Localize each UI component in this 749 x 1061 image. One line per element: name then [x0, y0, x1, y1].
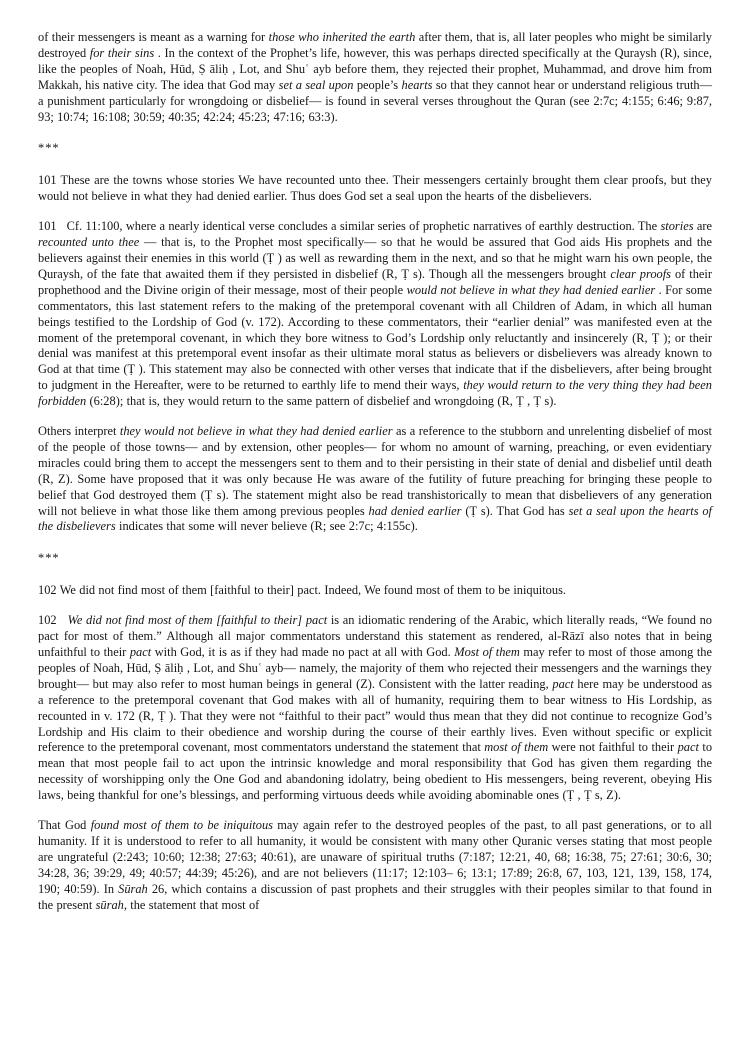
verse-paragraph: [38, 583, 712, 599]
italic-text-run: stories: [660, 219, 694, 234]
text-run: may refer to most of those among the peoples of Noah, Hūd, Ṣ āliḥ , Lot, and Shuʿ ayb— namely, the majority of them who rejected their messengers and the warnings they brought— but may also refer to most human beings in general (Z). Consistent with the latter reading,: [38, 645, 712, 691]
italic-text-run: Sūrah: [118, 881, 148, 896]
text-run: 101 These are the towns whose stories We have recounted unto thee. Their messengers certainly brought them clear proofs, but they would not believe in what they had denied earlier. Thus does God set a seal upon the hearts of the disbelievers.: [38, 173, 712, 204]
text-run: indicates that some will never believe (R; see 2:7c; 4:155c).: [115, 519, 418, 534]
text-run: . In the context of the Prophet’s life, however, this was perhaps directed specifically at the Quraysh (R), since, like the peoples of Noah, Hūd, Ṣ āliḥ , Lot, and Shuʿ ayb before them, they rejected their prophet, Muhammad, and drove him from Makkah, his native city. The idea that God may: [38, 45, 712, 92]
italic-text-run: pact: [552, 676, 574, 691]
commentary-paragraph: [38, 613, 712, 804]
text-run: 102: [38, 613, 68, 628]
commentary-paragraph: [38, 30, 712, 125]
italic-text-run: We did not find most of them [faithful to their] pact: [67, 613, 328, 628]
text-run: Others interpret: [38, 424, 120, 439]
text-run: (6:28); that is, they would return to the same pattern of disbelief and wrongdoing (R, Ṭ , Ṭ s).: [86, 394, 557, 409]
italic-text-run: recounted unto thee: [38, 235, 140, 250]
text-run: is an idiomatic rendering of the Arabic, which literally reads, “We found no pact for most of them.” Although all major commentators understand this statement as rendered, al-Rāzī also notes that in being unfaithful to their: [38, 613, 713, 659]
text-run: . For some commentators, this last statement refers to the making of the pretemporal covenant with all Children of Adam, in which all human beings testified to the Lordship of God (v. 172). According to these commentators, their “earlier denial” was manifested even at the moment of the pretemporal covenant, in which they bore witness to God’s Lordship only reluctantly and insincerely (R, Ṭ ); or their denial was manifest at this pretemporal event insofar as their ultimate moral status as believers or disbelievers was already known to God at that time (Ṭ ). This statement may also be connected with other verses that indicate that if the disbelievers, after being brought to judgment in the Hereafter, were to be returned to earthly life to mend their ways,: [38, 282, 712, 393]
text-run: with God, it is as if they had made no pact at all with God.: [151, 645, 455, 659]
text-run: as a reference to the stubborn and unrelenting disbelief of most of the people of those towns— and by extension, other peoples— for whom no amount of warning, preaching, or even evidentiary miracles could bring them to accept the messengers sent to them and to their persisting in their state of denial and disbelief until death (R, Z). Some have proposed that it was only because He was aware of the futility of future preaching for bringing these people to belief that God destroyed them (Ṭ s). The statement might also be read transhistorically to mean that disbelievers of any generation will not believe in what those like them among previous peoples: [38, 424, 712, 518]
text-run: so that they cannot hear or understand religious truth— a punishment particularly for wrongdoing or disbelief— is found in several verses throughout the Quran (see 2:7c; 4:155; 6:46; 9:87, 93; 10:74; 16:108; 30:59; 40:35; 42:24; 45:23; 47:16; 63:3).: [38, 77, 712, 124]
text-run: to mean that most people fail to act upon the intrinsic knowledge and moral responsibility that God has given them regarding the necessity of worshipping only the One God and abandoning idolatry, being obedient to His messengers, being reverent, obeying His laws, being thankful for one’s blessings, and performing virtuous deeds while avoiding abominable ones (Ṭ , Ṭ s, Z).: [38, 740, 713, 803]
italic-text-run: found most of them to be iniquitous: [90, 818, 273, 833]
commentary-paragraph: [38, 424, 712, 535]
italic-text-run: for their sins: [89, 45, 155, 60]
italic-text-run: pact: [677, 740, 699, 755]
text-run: — that is, to the Prophet most specifically— so that he would be assured that God aids His prophets and the believers against their enemies in this world (Ṭ ) as well as rewarding them in the next, and so that he might warn his own people, the Quraysh, of the fate that awaited them if they persisted in disbelief (R, Ṭ s). Though all the messengers brought: [38, 235, 712, 281]
italic-text-run: sūrah,: [95, 897, 127, 912]
text-run: 102 We did not find most of them [faithful to their] pact. Indeed, We found most of them to be iniquitous.: [38, 583, 566, 598]
commentary-paragraph: [38, 818, 712, 913]
text-run: are: [693, 219, 712, 234]
section-separator: [38, 141, 712, 157]
text-run: here may be understood as a reference to the pretemporal covenant that God makes with all of humanity, requiring them to bear witness to His Lordship, as recounted in v. 172 (R, Ṭ ). That they were not “faithful to their pact” would thus mean that they did not continue to recognize God’s Lordship and His claim to their obedience and worship during the course of their earthly lives. Even without specific or explicit reference to the pretemporal covenant, most commentators understand the statement that: [38, 676, 712, 755]
text-run: the statement that most of: [126, 897, 260, 912]
italic-text-run: set a seal upon: [278, 77, 354, 92]
italic-text-run: had denied earlier: [368, 503, 462, 518]
text-run: of their prophethood and the Divine origin of their message, most of their people: [38, 266, 712, 297]
text-run: may again refer to the destroyed peoples of the past, to all past generations, or to all humanity. If it is understood to refer to all humanity, it would be consistent with many other Quranic verses stating that most people are ungrateful (2:243; 10:60; 12:38; 27:63; 40:61), are unaware of spiritual truths (7:187; 12:21, 40, 68; 16:38, 75; 27:61; 30:6, 30; 34:28, 36; 39:29, 49; 40:57; 44:39; 45:26), and are not believers (11:17; 12:103– 6; 13:1; 17:89; 26:8, 67, 103, 121, 139, 158, 174, 190; 40:59). In: [38, 818, 712, 896]
verse-paragraph: [38, 173, 712, 205]
italic-text-run: pact: [129, 645, 152, 659]
text-run: people’s: [353, 77, 402, 92]
italic-text-run: they would return to the very thing they had been forbidden: [38, 378, 712, 409]
text-run: ***: [38, 551, 60, 566]
document-body: [38, 30, 712, 914]
commentary-paragraph: [38, 219, 712, 410]
text-run: after them, that is, all later peoples who might be similarly destroyed: [38, 30, 712, 60]
text-run: ***: [38, 141, 60, 156]
italic-text-run: clear proofs: [610, 266, 671, 281]
section-separator: [38, 551, 712, 567]
text-run: (Ṭ s). That God has: [461, 503, 569, 518]
text-run: 26, which contains a discussion of past prophets and their struggles with their peoples similar to that found in the present: [38, 881, 712, 912]
italic-text-run: hearts: [401, 77, 433, 92]
text-run: That God: [38, 818, 91, 833]
italic-text-run: they would not believe in what they had denied earlier: [119, 424, 393, 439]
italic-text-run: Most of them: [454, 645, 520, 659]
italic-text-run: most of them: [484, 740, 549, 755]
text-run: were not faithful to their: [548, 740, 678, 755]
text-run: 101 Cf. 11:100, where a nearly identical verse concludes a similar series of prophetic narratives of earthly destruction. The: [38, 219, 661, 234]
italic-text-run: those who inherited the earth: [268, 30, 416, 44]
italic-text-run: set a seal upon the hearts of the disbelievers: [38, 503, 712, 534]
italic-text-run: would not believe in what they had denied earlier: [406, 282, 656, 297]
text-run: of their messengers is meant as a warning for: [38, 30, 269, 44]
